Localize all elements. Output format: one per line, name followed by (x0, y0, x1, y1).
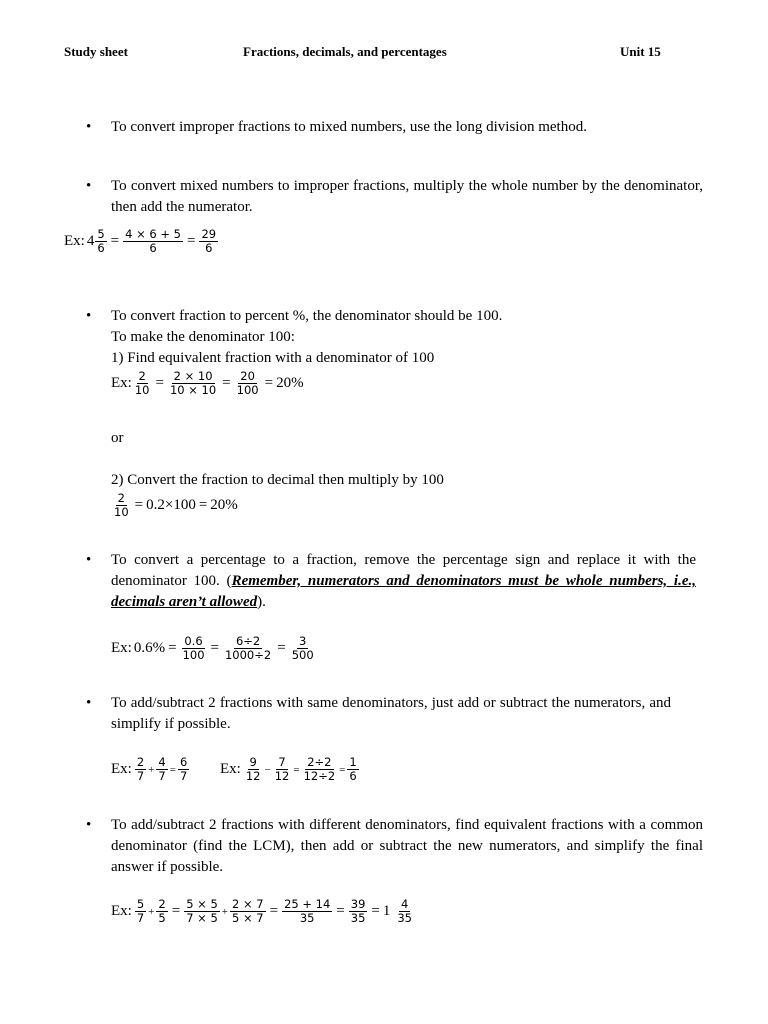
step-equivalent-fraction: 1) Find equivalent fraction with a denominator of 100 (111, 350, 435, 366)
bullet: • (86, 552, 92, 568)
example-percent-to-fraction: Ex: 0.6% = $\frac{0.6}{100}$ = $\frac{6\div 2}{1000\div 2}$ = $\frac{3}{500}$ (111, 634, 314, 662)
or-text: or (111, 430, 124, 446)
fraction: $\frac{2 \times 7}{5 \times 7}$ (232, 897, 264, 925)
rule-fraction-to-percent: To convert fraction to percent %, the denominator should be 100. (111, 308, 503, 324)
ex-label: Ex: (111, 903, 132, 919)
fraction: $\frac{0.6}{100}$ (182, 634, 205, 662)
fraction: $\frac{25 + 14}{35}$ (284, 897, 331, 925)
fraction: $\frac{6}{7}$ (179, 755, 188, 783)
ex-label: Ex: (220, 761, 241, 777)
rule-percent-to-fraction: To convert a percentage to a fraction, remove the percentage sign and replace it with the denominator 100. (Remember, numerators and denominators must be whole numbers, i.e., decimals aren’t allowed). (111, 552, 697, 610)
percent-value: 0.6% (133, 640, 166, 656)
emphasis-note: Remember, numerators and denominators must be whole numbers, i.e., decimals aren’t allowed (111, 573, 697, 610)
fraction: $\frac{2\div 2}{12\div 2}$ (303, 755, 336, 783)
example-decimal-method: $\frac{2}{10}$ = 0.2×100 = 20% (114, 491, 238, 519)
fraction: $\frac{2}{10}$ (114, 491, 129, 519)
fraction: $\frac{2 \times 10}{10 \times 10}$ (169, 369, 217, 397)
fraction: $\frac{5}{7}$ (136, 897, 145, 925)
header-left: Study sheet (64, 44, 128, 59)
fraction: $\frac{2}{5}$ (158, 897, 166, 925)
rule-same-denominators: To add/subtract 2 fractions with same denominators, just add or subtract the numerators, and simplify if possible. (111, 695, 671, 732)
fraction: $\frac{3}{500}$ (291, 634, 314, 662)
fraction: $\frac{9}{12}$ (245, 755, 261, 783)
fraction: $\frac{39}{35}$ (350, 897, 366, 925)
bullet: • (86, 695, 92, 711)
fraction: $\frac{4}{35}$ (397, 897, 412, 925)
fraction: $\frac{29}{6}$ (201, 227, 217, 255)
example-equivalent-fraction: Ex: $\frac{2}{10}$ = $\frac{2 \times 10}{10 \times 10}$ = $\frac{20}{100}$ = 20% (111, 369, 304, 397)
result: 20% (210, 497, 238, 513)
fraction: $\frac{5 \times 5}{7 \times 5}$ (186, 897, 218, 925)
example-mixed-to-improper: Ex: 4 $\frac{5}{6}$ = $\frac{4 \times 6 + 5}{6}$ = $\frac{29}{6}$ (64, 227, 217, 255)
rule-different-denominators: To add/subtract 2 fractions with different denominators, find equivalent fractions with a common denominator (find the LCM), then add or subtract the new numerators, and simplify the final answer if possible. (111, 817, 703, 875)
whole-number: 1 (382, 903, 391, 919)
ex-label: Ex: (64, 233, 85, 249)
fraction: $\frac{7}{12}$ (274, 755, 290, 783)
rule-denominator-100: To make the denominator 100: (111, 329, 295, 345)
ex-label: Ex: (111, 375, 132, 391)
fraction: $\frac{20}{100}$ (236, 369, 259, 397)
rule-mixed-to-improper: To convert mixed numbers to improper fractions, multiply the whole number by the denominator, then add the numerator. (111, 178, 703, 215)
fraction: $\frac{6\div 2}{1000\div 2}$ (224, 634, 272, 662)
fraction: $\frac{4}{7}$ (158, 755, 166, 783)
bullet: • (86, 119, 92, 135)
example-different-denominators: Ex: $\frac{5}{7}$ + $\frac{2}{5}$ = $\frac{5 \times 5}{7 \times 5}$ + $\frac{2 \times 7}{5 \times 7}$ = $\frac{25 + 14}{35}$ = $\frac{39}{35}$ = 1 $\frac{4}{35}$ (111, 897, 412, 925)
fraction: $\frac{2}{7}$ (136, 755, 145, 783)
ex-label: Ex: (111, 640, 132, 656)
result: 20% (276, 375, 304, 391)
bullet: • (86, 178, 92, 194)
rule-improper-to-mixed: To convert improper fractions to mixed numbers, use the long division method. (111, 119, 587, 135)
header-title: Fractions, decimals, and percentages (243, 44, 447, 59)
fraction: $\frac{5}{6}$ (97, 227, 105, 255)
step-decimal-method: 2) Convert the fraction to decimal then multiply by 100 (111, 472, 444, 488)
bullet: • (86, 817, 92, 833)
example-same-denominator-add: Ex: $\frac{2}{7}$ + $\frac{4}{7}$ = $\frac{6}{7}$ (111, 755, 188, 783)
bullet: • (86, 308, 92, 324)
whole-number: 4 (86, 233, 95, 249)
example-same-denominator-subtract: Ex: $\frac{9}{12}$ − $\frac{7}{12}$ = $\frac{2\div 2}{12\div 2}$ = $\frac{1}{6}$ (220, 755, 357, 783)
fraction: $\frac{1}{6}$ (349, 755, 357, 783)
page-header (0, 44, 768, 64)
header-unit: Unit 15 (620, 44, 661, 59)
fraction: $\frac{2}{10}$ (134, 369, 150, 397)
fraction: $\frac{4 \times 6 + 5}{6}$ (125, 227, 181, 255)
calc: 0.2×100 (146, 497, 196, 513)
ex-label: Ex: (111, 761, 132, 777)
